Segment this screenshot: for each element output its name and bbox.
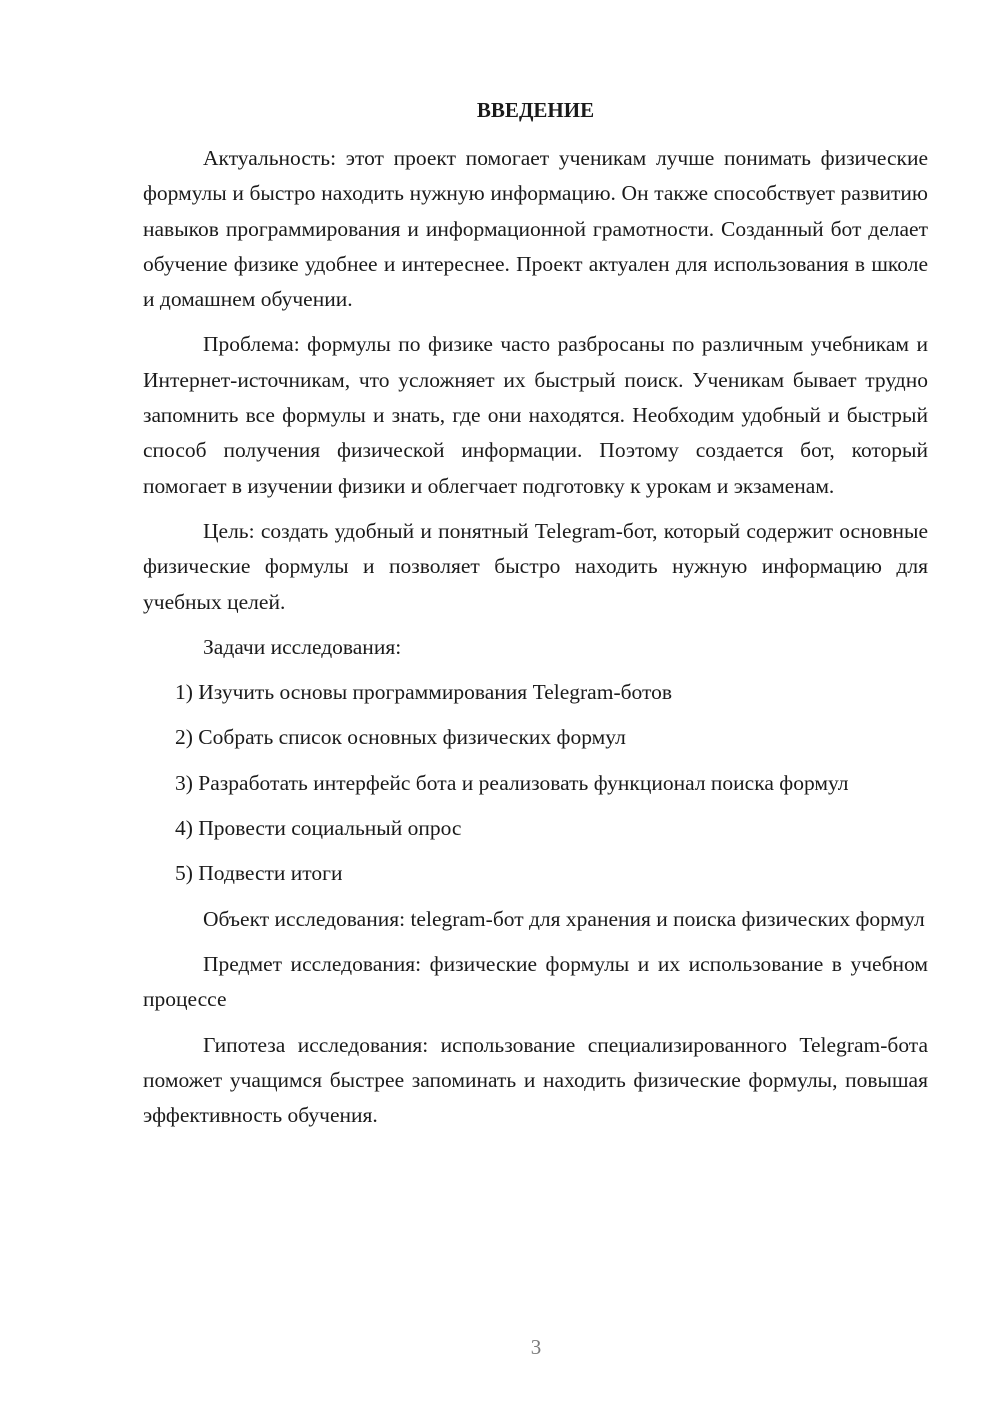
task-item-1: 1) Изучить основы программирования Telegram-ботов [175,680,673,705]
task-item-5: 5) Подвести итоги [175,861,343,886]
object-paragraph: Объект исследования: telegram-бот для хранения и поиска физических формул [203,906,925,931]
task-item-2: 2) Собрать список основных физических формул [175,725,626,750]
problem-paragraph: Проблема: формулы по физике часто разбросаны по различным учебникам и Интернет-источникам, что усложняет их быстрый поиск. Ученикам бывает трудно запомнить все формулы и знать, где они находятся. Необходим удобный и быстрый способ получения физической информации. Поэтому создается бот, который помогает в изучении физики и облегчает подготовку к урокам и экзаменам. [143,332,928,498]
tasks-heading: Задачи исследования: [203,634,402,659]
page-number: 3 [530,1335,542,1359]
relevance-paragraph: Актуальность: этот проект помогает ученикам лучше понимать физические формулы и быстро находить нужную информацию. Он также способствует развитию навыков программирования и информационной грамотности. Созданный бот делает обучение физике удобнее и интереснее. Проект актуален для использования в школе и домашнем обучении. [143,146,928,312]
task-item-3: 3) Разработать интерфейс бота и реализовать функционал поиска формул [175,770,849,795]
document-page [143,93,928,1143]
goal-paragraph: Цель: создать удобный и понятный Telegram-бот, который содержит основные физические формулы и позволяет быстро находить нужную информацию для учебных целей. [143,518,928,614]
task-item-4: 4) Провести социальный опрос [175,816,462,841]
subject-paragraph: Предмет исследования: физические формулы и их использование в учебном процессе [143,951,928,1012]
hypothesis-paragraph: Гипотеза исследования: использование специализированного Telegram-бота поможет учащимся быстрее запоминать и находить физические формулы, повышая эффективность обучения. [143,1032,928,1128]
page-title: ВВЕДЕНИЕ [476,98,595,122]
